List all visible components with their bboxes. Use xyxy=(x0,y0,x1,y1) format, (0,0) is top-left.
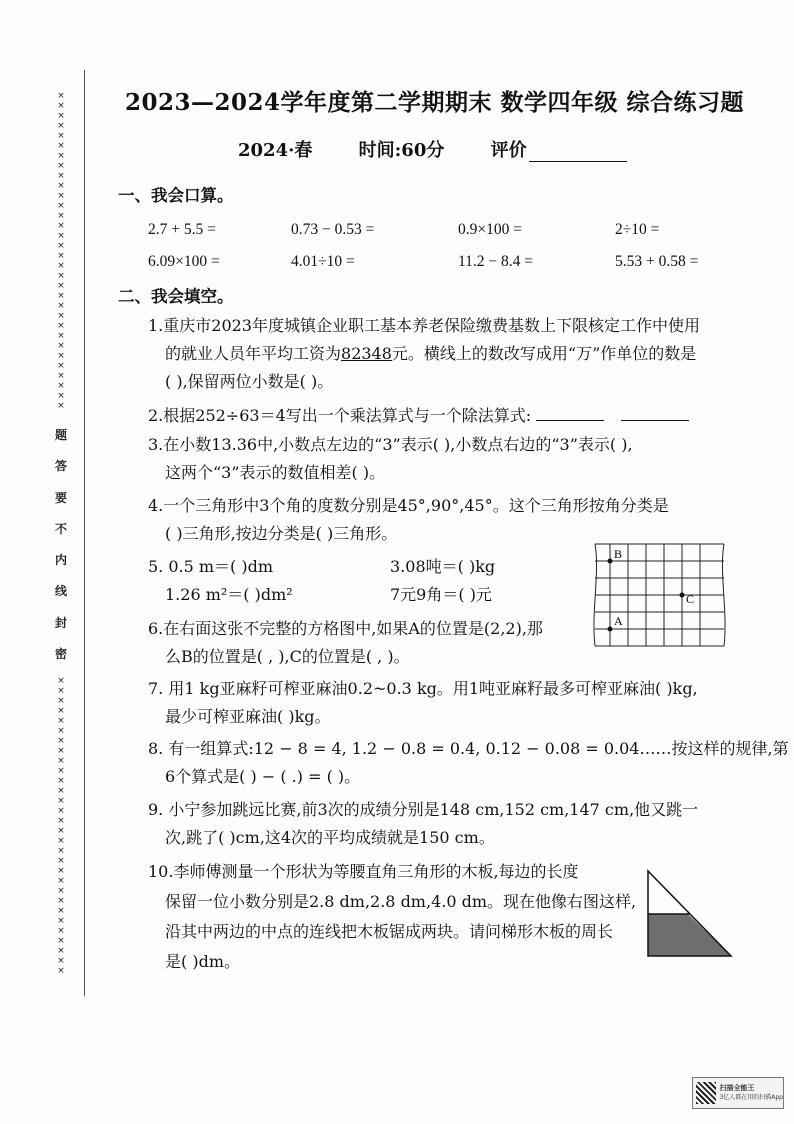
x-mark: × xyxy=(57,91,65,101)
question-8 xyxy=(148,735,789,791)
x-mark: × xyxy=(57,705,65,716)
question-7 xyxy=(148,675,698,731)
q3-line-b: 这两个“3”表示的数值相差( )。 xyxy=(165,463,386,482)
x-mark: × xyxy=(57,725,65,736)
label-a: A xyxy=(614,614,623,628)
binding-margin xyxy=(52,92,70,977)
q1-b-pre: 的就业人员年平均工资为 xyxy=(165,344,342,363)
x-mark: × xyxy=(57,895,65,906)
calc-item: 6.09×100 = xyxy=(148,253,220,270)
calc-row xyxy=(148,214,728,246)
x-mark: × xyxy=(57,875,65,886)
x-mark: × xyxy=(57,171,65,181)
subtitle xyxy=(238,136,627,162)
label-c: C xyxy=(686,592,695,606)
q2-blank-multiply[interactable] xyxy=(536,406,604,421)
trapezoid-piece xyxy=(648,914,731,956)
point-c xyxy=(680,593,685,598)
calc-item: 11.2 − 8.4 = xyxy=(458,253,534,270)
question-3 xyxy=(148,431,633,487)
x-mark: × xyxy=(57,111,65,121)
x-mark: × xyxy=(57,231,65,241)
x-mark: × xyxy=(57,865,65,876)
x-mark: × xyxy=(57,221,65,231)
scanner-tagline: 3亿人都在用的扫描App xyxy=(719,1094,783,1101)
x-mark: × xyxy=(57,755,65,766)
scanner-watermark xyxy=(692,1077,784,1109)
question-9 xyxy=(148,796,698,852)
x-mark: × xyxy=(57,745,65,756)
q5-row-2 xyxy=(148,581,495,609)
x-mark: × xyxy=(57,281,65,291)
q9-line-b: 次,跳了( )cm,这4次的平均成绩就是150 cm。 xyxy=(165,828,495,847)
x-mark-column-top xyxy=(57,92,65,412)
x-mark: × xyxy=(57,331,65,341)
binding-char: 答 xyxy=(54,459,67,474)
x-mark: × xyxy=(57,955,65,966)
q5-item-a1: 5. 0.5 m＝( )dm xyxy=(148,557,274,576)
x-mark: × xyxy=(57,855,65,866)
season-label: 2024·春 xyxy=(238,140,313,161)
x-mark: × xyxy=(57,735,65,746)
question-6 xyxy=(148,615,543,671)
q10-line-c: 沿其中两边的中点的连线把木板锯成两块。请问梯形木板的周长 xyxy=(165,922,614,941)
x-mark: × xyxy=(57,925,65,936)
page-title: 2023—2024学年度第二学期期末 数学四年级 综合练习题 xyxy=(125,89,745,116)
x-mark: × xyxy=(57,381,65,391)
calc-item: 5.53 + 0.58 = xyxy=(615,253,699,270)
q6-line-a: 6.在右面这张不完整的方格图中,如果A的位置是(2,2),那 xyxy=(148,619,543,638)
x-mark: × xyxy=(57,191,65,201)
x-mark: × xyxy=(57,251,65,261)
x-mark: × xyxy=(57,201,65,211)
x-mark: × xyxy=(57,785,65,796)
label-b: B xyxy=(614,547,623,561)
x-mark: × xyxy=(57,321,65,331)
q6-line-b: 么B的位置是( , ),C的位置是( , )。 xyxy=(165,647,410,666)
calc-item: 2.7 + 5.5 = xyxy=(148,221,216,238)
x-mark-column-bottom xyxy=(57,677,65,977)
q1-line-c: ( ),保留两位小数是( )。 xyxy=(165,372,334,391)
x-mark: × xyxy=(57,371,65,381)
q8-line-b: 6个算式是( ) − ( .) = ( )。 xyxy=(165,767,361,786)
scanner-text xyxy=(719,1084,783,1102)
q4-line-b: ( )三角形,按边分类是( )三角形。 xyxy=(165,524,398,543)
q4-line-a: 4.一个三角形中3个角的度数分别是45°,90°,45°。这个三角形按角分类是 xyxy=(148,496,669,515)
q10-line-d: 是( )dm。 xyxy=(165,952,240,971)
eval-blank[interactable] xyxy=(529,145,627,162)
question-4 xyxy=(148,492,669,548)
section2-heading: 二、我会填空。 xyxy=(118,287,234,306)
point-a xyxy=(608,627,613,632)
q5-item-b1: 1.26 m²＝( )dm² xyxy=(165,585,293,604)
x-mark: × xyxy=(57,351,65,361)
x-mark: × xyxy=(57,141,65,151)
x-mark: × xyxy=(57,835,65,846)
binding-char: 题 xyxy=(54,428,67,443)
binding-char: 密 xyxy=(54,646,67,661)
question-2 xyxy=(148,402,689,430)
x-mark: × xyxy=(57,301,65,311)
q8-line-a: 8. 有一组算式:12 − 8 = 4, 1.2 − 0.8 = 0.4, 0.12 − 0.08 = 0.04……按这样的规律,第 xyxy=(148,739,789,758)
mental-math-grid xyxy=(148,214,728,278)
binding-char: 要 xyxy=(54,490,67,505)
x-mark: × xyxy=(57,885,65,896)
grid-figure xyxy=(592,542,728,648)
q1-underlined-number: 82348 xyxy=(341,344,392,363)
calc-row xyxy=(148,246,728,278)
x-mark: × xyxy=(57,965,65,976)
q10-line-b: 保留一位小数分别是2.8 dm,2.8 dm,4.0 dm。现在他像右图这样, xyxy=(165,892,637,911)
question-1 xyxy=(148,312,700,396)
x-mark: × xyxy=(57,685,65,696)
x-mark: × xyxy=(57,905,65,916)
x-mark: × xyxy=(57,775,65,786)
point-b xyxy=(608,559,613,564)
x-mark: × xyxy=(57,795,65,806)
binding-char: 内 xyxy=(54,553,67,568)
x-mark: × xyxy=(57,121,65,131)
x-mark: × xyxy=(57,825,65,836)
q2-line-a: 2.根据252÷63＝4写出一个乘法算式与一个除法算式: xyxy=(148,406,532,425)
x-mark: × xyxy=(57,401,65,411)
calc-item: 2÷10 = xyxy=(615,221,660,238)
q1-line-b xyxy=(148,340,700,368)
calc-item: 4.01÷10 = xyxy=(291,253,355,270)
x-mark: × xyxy=(57,935,65,946)
x-mark: × xyxy=(57,391,65,401)
q1-line-a: 1.重庆市2023年度城镇企业职工基本养老保险缴费基数上下限核定工作中使用 xyxy=(148,316,700,335)
binding-char: 封 xyxy=(54,615,67,630)
q1-b-post: 元。横线上的数改写成用“万”作单位的数是 xyxy=(391,344,697,363)
x-mark: × xyxy=(57,261,65,271)
x-mark: × xyxy=(57,291,65,301)
calc-item: 0.73 − 0.53 = xyxy=(291,221,375,238)
x-mark: × xyxy=(57,361,65,371)
x-mark: × xyxy=(57,311,65,321)
q7-line-a: 7. 用1 kg亚麻籽可榨亚麻油0.2~0.3 kg。用1吨亚麻籽最多可榨亚麻油( )kg, xyxy=(148,679,698,698)
x-mark: × xyxy=(57,715,65,726)
x-mark: × xyxy=(57,181,65,191)
q5-row-1 xyxy=(148,553,495,581)
q9-line-a: 9. 小宁参加跳远比赛,前3次的成绩分别是148 cm,152 cm,147 cm,他又跳一 xyxy=(148,800,699,819)
scanner-title: 扫描全能王 xyxy=(719,1084,755,1092)
q3-line-a: 3.在小数13.36中,小数点左边的“3”表示( ),小数点右边的“3”表示( ), xyxy=(148,435,633,454)
q5-item-a2: 3.08吨＝( )kg xyxy=(390,557,496,576)
x-mark: × xyxy=(57,101,65,111)
calc-item: 0.9×100 = xyxy=(458,221,522,238)
x-mark: × xyxy=(57,915,65,926)
q7-line-b: 最少可榨亚麻油( )kg。 xyxy=(165,707,331,726)
x-mark: × xyxy=(57,805,65,816)
x-mark: × xyxy=(57,695,65,706)
qr-code-icon xyxy=(696,1082,716,1104)
x-mark: × xyxy=(57,241,65,251)
eval-label: 评价 xyxy=(490,140,527,161)
binding-line xyxy=(84,70,85,996)
x-mark: × xyxy=(57,161,65,171)
binding-char: 线 xyxy=(54,584,67,599)
q5-item-b2: 7元9角＝( )元 xyxy=(390,585,492,604)
x-mark: × xyxy=(57,815,65,826)
x-mark: × xyxy=(57,151,65,161)
binding-char: 不 xyxy=(54,521,67,536)
x-mark: × xyxy=(57,945,65,956)
q10-line-a: 10.李师傅测量一个形状为等腰直角三角形的木板,每边的长度 xyxy=(148,862,579,881)
x-mark: × xyxy=(57,845,65,856)
question-10 xyxy=(148,857,636,977)
x-mark: × xyxy=(57,341,65,351)
x-mark: × xyxy=(57,675,65,686)
x-mark: × xyxy=(57,211,65,221)
section1-heading: 一、我会口算。 xyxy=(118,186,234,205)
x-mark: × xyxy=(57,131,65,141)
q2-blank-divide[interactable] xyxy=(621,406,689,421)
question-5 xyxy=(148,553,495,609)
triangle-figure xyxy=(645,868,733,958)
x-mark: × xyxy=(57,271,65,281)
time-label: 时间:60分 xyxy=(358,140,445,161)
x-mark: × xyxy=(57,765,65,776)
